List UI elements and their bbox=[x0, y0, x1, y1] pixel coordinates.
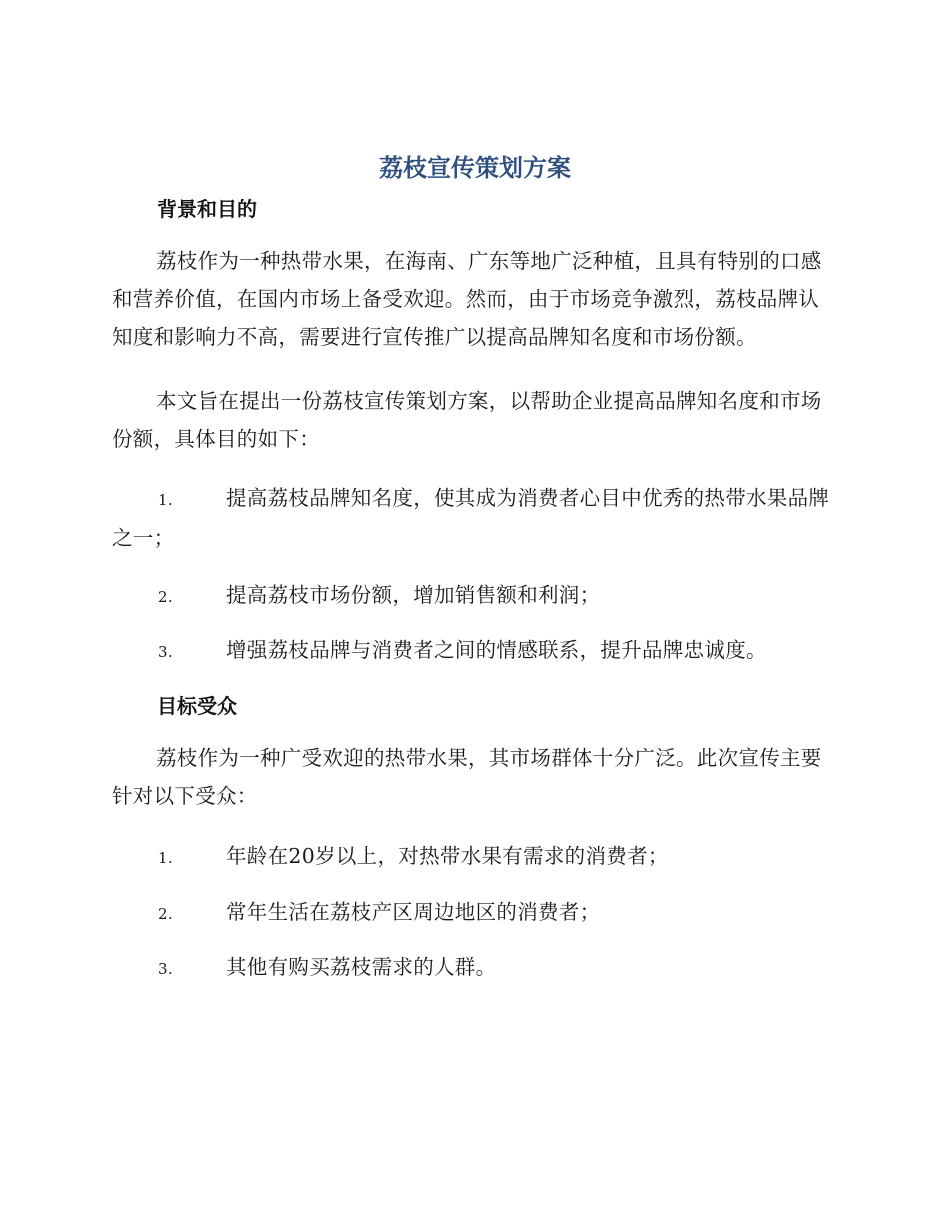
list-number: 2. bbox=[158, 588, 173, 606]
list-text: 提高荔枝市场份额，增加销售额和利润； bbox=[226, 583, 601, 607]
list-item bbox=[112, 948, 837, 988]
list-item bbox=[112, 479, 837, 557]
list-text: 其他有购买荔枝需求的人群。 bbox=[226, 955, 497, 979]
list-number: 1. bbox=[158, 491, 173, 509]
document-title: 荔枝宣传策划方案 bbox=[379, 154, 571, 182]
list-item bbox=[112, 631, 837, 671]
list-number: 3. bbox=[158, 960, 173, 978]
list-item bbox=[112, 837, 837, 877]
list-item bbox=[112, 893, 837, 933]
list-text: 常年生活在荔枝产区周边地区的消费者； bbox=[226, 900, 601, 924]
list-number: 1. bbox=[158, 849, 173, 867]
paragraph-audience: 荔枝作为一种广受欢迎的热带水果，其市场群体十分广泛。此次宣传主要针对以下受众： bbox=[112, 746, 822, 808]
paragraph-purpose-intro: 本文旨在提出一份荔枝宣传策划方案，以帮助企业提高品牌知名度和市场份额，具体目的如下： bbox=[112, 389, 822, 451]
list-item bbox=[112, 576, 837, 616]
list-text: 增强荔枝品牌与消费者之间的情感联系，提升品牌忠诚度。 bbox=[226, 638, 767, 662]
paragraph-background: 荔枝作为一种热带水果，在海南、广东等地广泛种植，且具有特别的口感和营养价值，在国内市场上备受欢迎。然而，由于市场竞争激烈，荔枝品牌认知度和影响力不高，需要进行宣传推广以提高品牌知名度和市场份额。 bbox=[112, 249, 822, 349]
section-heading-background: 背景和目的 bbox=[157, 197, 257, 221]
list-number: 3. bbox=[158, 643, 173, 661]
list-text: 年龄在20岁以上，对热带水果有需求的消费者； bbox=[226, 844, 669, 868]
list-text: 提高荔枝品牌知名度，使其成为消费者心目中优秀的热带水果品牌之一； bbox=[112, 486, 830, 550]
section-heading-audience: 目标受众 bbox=[157, 694, 237, 718]
list-number: 2. bbox=[158, 905, 173, 923]
